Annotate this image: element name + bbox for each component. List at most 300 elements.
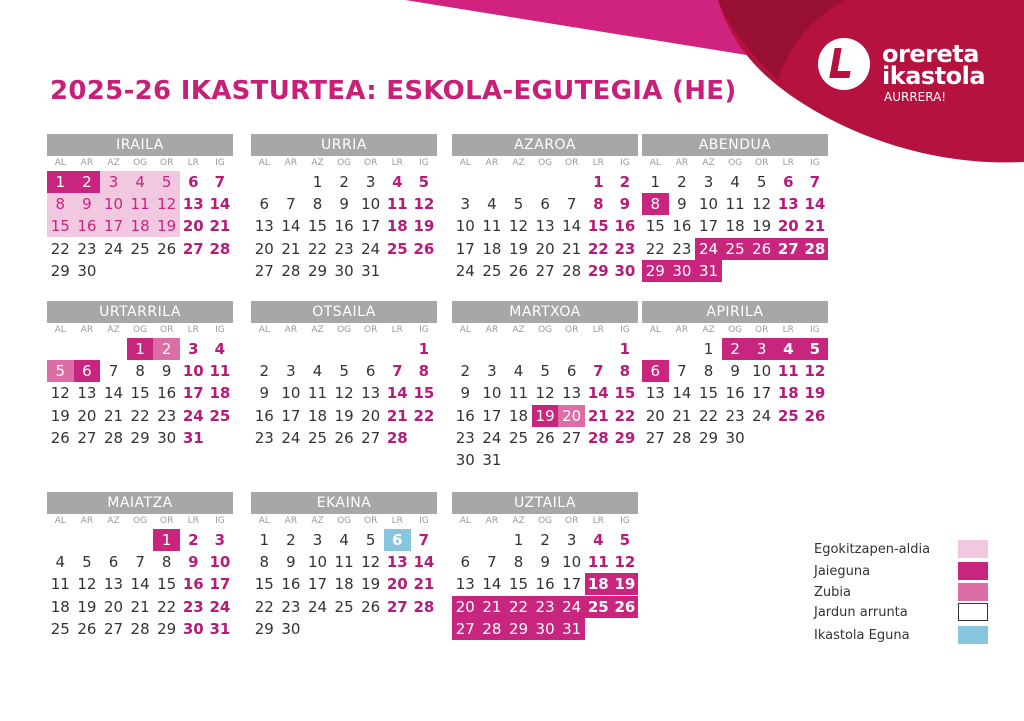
day-cell: 3 <box>460 195 471 214</box>
day-cell: 7 <box>392 362 403 381</box>
day-cell: 18 <box>508 406 529 425</box>
day-cell: 3 <box>188 340 199 358</box>
day-cell: 24 <box>209 597 231 616</box>
day-cell: 4 <box>339 531 349 549</box>
month-header: OTSAILA <box>251 301 437 323</box>
day-cell: 13 <box>254 217 274 236</box>
day-cell: 8 <box>259 553 270 572</box>
day-cell: 13 <box>103 575 124 594</box>
weekday-label: LR <box>187 158 199 168</box>
day-cell: 15 <box>698 384 719 403</box>
day-cell: 16 <box>455 406 475 425</box>
day-cell: 20 <box>103 597 124 616</box>
day-cell: 11 <box>725 195 745 214</box>
day-cell: 1 <box>47 171 74 193</box>
day-cell: 21 <box>672 406 692 425</box>
day-cell: 5 <box>756 173 767 191</box>
day-cell: 8 <box>418 362 430 381</box>
weekday-label: OR <box>364 325 378 335</box>
day-cell: 9 <box>286 553 296 572</box>
weekday-label: AR <box>80 325 94 335</box>
weekday-label: AZ <box>512 158 525 168</box>
legend-label: Zubia <box>814 585 851 600</box>
day-cell: 1 <box>650 173 661 191</box>
day-cell: 1 <box>593 173 604 191</box>
day-cell: 27 <box>535 261 555 280</box>
day-cell: 7 <box>566 195 577 214</box>
day-cell: 13 <box>645 384 665 403</box>
day-cell: 4 <box>312 362 323 381</box>
day-cell: 30 <box>157 428 177 447</box>
day-cell: 12 <box>50 384 70 403</box>
day-cell: 27 <box>775 238 802 260</box>
month-header: AZAROA <box>452 134 638 156</box>
legend-label: Egokitzapen-aldia <box>814 542 931 557</box>
day-cell: 2 <box>286 531 296 549</box>
day-cell: 10 <box>281 384 301 403</box>
weekday-label: AZ <box>311 325 324 335</box>
day-cell: 12 <box>413 195 435 214</box>
day-cell: 20 <box>777 217 799 236</box>
day-cell: 26 <box>77 619 97 638</box>
day-cell: 30 <box>669 260 696 282</box>
day-cell: 11 <box>482 217 502 236</box>
day-cell: 15 <box>587 217 609 236</box>
month-header: ABENDUA <box>642 134 828 156</box>
weekday-label: AL <box>649 325 661 335</box>
month-header: EKAINA <box>251 492 437 514</box>
day-cell: 4 <box>55 553 66 572</box>
day-cell: 13 <box>535 217 555 236</box>
day-cell: 24 <box>281 428 301 447</box>
weekday-label: AL <box>459 325 471 335</box>
weekday-label: AR <box>80 158 94 168</box>
day-cell: 23 <box>614 239 636 258</box>
day-cell: 20 <box>558 405 585 427</box>
day-cell: 16 <box>254 406 274 425</box>
day-cell: 2 <box>677 173 687 191</box>
day-cell: 14 <box>103 384 124 403</box>
weekday-label: OR <box>160 325 174 335</box>
day-cell: 19 <box>153 215 180 237</box>
day-cell: 5 <box>153 171 180 193</box>
weekday-label: AL <box>54 516 66 526</box>
day-cell: 26 <box>361 597 381 616</box>
day-cell: 7 <box>487 553 497 572</box>
day-cell: 4 <box>392 173 403 191</box>
day-cell: 25 <box>508 428 529 447</box>
day-cell: 16 <box>614 217 636 236</box>
month-header: MARTXOA <box>452 301 638 323</box>
day-cell: 8 <box>703 362 714 381</box>
day-cell: 22 <box>130 406 150 425</box>
day-cell: 21 <box>386 406 408 425</box>
day-cell: 29 <box>307 261 328 280</box>
weekday-label: LR <box>187 325 199 335</box>
day-cell: 23 <box>725 406 745 425</box>
day-cell: 17 <box>698 217 719 236</box>
day-cell: 9 <box>161 362 172 381</box>
weekday-label: OG <box>728 158 743 168</box>
day-cell: 27 <box>103 619 124 638</box>
weekday-label: OG <box>538 516 553 526</box>
day-cell: 11 <box>50 575 70 594</box>
weekday-label: LR <box>391 325 403 335</box>
day-cell: 18 <box>585 573 612 595</box>
day-cell: 16 <box>535 575 555 594</box>
weekday-label: OG <box>337 516 352 526</box>
day-cell: 25 <box>50 619 70 638</box>
day-cell: 16 <box>281 575 301 594</box>
day-cell: 6 <box>642 360 669 382</box>
day-cell: 1 <box>513 531 524 549</box>
day-cell: 15 <box>254 575 274 594</box>
day-cell: 11 <box>127 193 154 215</box>
day-cell: 27 <box>361 428 381 447</box>
day-cell: 10 <box>182 362 204 381</box>
day-cell: 12 <box>535 384 555 403</box>
legend-swatch <box>958 603 988 621</box>
logo-text-line1: orereta <box>882 40 979 68</box>
day-cell: 9 <box>259 384 270 403</box>
day-cell: 20 <box>535 239 555 258</box>
day-cell: 20 <box>386 575 408 594</box>
weekday-label: OG <box>133 325 148 335</box>
day-cell: 16 <box>672 217 692 236</box>
day-cell: 24 <box>482 428 502 447</box>
day-cell: 24 <box>695 238 722 260</box>
day-cell: 23 <box>157 406 177 425</box>
day-cell: 18 <box>334 575 354 594</box>
day-cell: 24 <box>752 406 772 425</box>
day-cell: 6 <box>108 553 119 572</box>
day-cell: 8 <box>513 553 524 572</box>
day-cell: 14 <box>386 384 408 403</box>
day-cell: 10 <box>209 553 231 572</box>
day-cell: 18 <box>209 384 231 403</box>
day-cell: 15 <box>130 384 150 403</box>
weekday-label: AR <box>284 325 298 335</box>
weekday-label: AR <box>284 158 298 168</box>
day-cell: 11 <box>587 553 609 572</box>
day-cell: 24 <box>455 261 475 280</box>
day-cell: 31 <box>482 451 502 469</box>
day-cell: 19 <box>804 384 826 403</box>
day-cell: 25 <box>722 238 749 260</box>
day-cell: 7 <box>135 553 145 572</box>
day-cell: 30 <box>725 428 745 447</box>
day-cell: 13 <box>562 384 582 403</box>
day-cell: 26 <box>157 239 177 258</box>
day-cell: 13 <box>455 575 475 594</box>
day-cell: 18 <box>127 215 154 237</box>
day-cell: 30 <box>455 451 475 469</box>
day-cell: 17 <box>307 575 328 594</box>
day-cell: 13 <box>386 553 408 572</box>
day-cell: 2 <box>722 338 749 360</box>
day-cell: 12 <box>508 217 529 236</box>
day-cell: 26 <box>413 239 435 258</box>
day-cell: 14 <box>281 217 301 236</box>
day-cell: 15 <box>614 384 636 403</box>
day-cell: 20 <box>361 406 381 425</box>
day-cell: 1 <box>153 529 180 551</box>
day-cell: 11 <box>334 553 354 572</box>
day-cell: 11 <box>209 362 231 381</box>
weekday-label: OR <box>755 325 769 335</box>
weekday-label: AR <box>485 158 499 168</box>
weekday-label: IG <box>810 325 820 335</box>
day-cell: 24 <box>558 596 585 618</box>
weekday-label: LR <box>592 158 604 168</box>
day-cell: 19 <box>508 239 529 258</box>
day-cell: 1 <box>418 340 430 358</box>
day-cell: 24 <box>182 406 204 425</box>
day-cell: 14 <box>804 195 826 214</box>
day-cell: 10 <box>752 362 772 381</box>
day-cell: 16 <box>725 384 745 403</box>
day-cell: 5 <box>365 531 376 549</box>
weekday-label: OG <box>337 325 352 335</box>
weekday-label: LR <box>782 158 794 168</box>
day-cell: 12 <box>804 362 826 381</box>
weekday-label: LR <box>782 325 794 335</box>
weekday-label: IG <box>419 516 429 526</box>
day-cell: 21 <box>209 217 231 236</box>
weekday-label: AL <box>258 325 270 335</box>
day-cell: 29 <box>642 260 669 282</box>
day-cell: 23 <box>672 239 692 258</box>
day-cell: 21 <box>130 597 150 616</box>
weekday-label: AR <box>675 158 689 168</box>
day-cell: 17 <box>281 406 301 425</box>
day-cell: 9 <box>619 195 631 214</box>
day-cell: 17 <box>482 406 502 425</box>
day-cell: 28 <box>672 428 692 447</box>
weekday-label: LR <box>592 516 604 526</box>
day-cell: 14 <box>209 195 231 214</box>
day-cell: 3 <box>286 362 296 381</box>
weekday-label: LR <box>187 516 199 526</box>
day-cell: 9 <box>188 553 199 572</box>
day-cell: 16 <box>74 215 101 237</box>
month-header: URRIA <box>251 134 437 156</box>
day-cell: 9 <box>74 193 101 215</box>
day-cell: 20 <box>452 596 479 618</box>
weekday-label: AZ <box>311 516 324 526</box>
day-cell: 19 <box>361 575 381 594</box>
day-cell: 3 <box>748 338 775 360</box>
day-cell: 20 <box>182 217 204 236</box>
day-cell: 24 <box>103 239 124 258</box>
day-cell: 13 <box>182 195 204 214</box>
weekday-label: AL <box>258 516 270 526</box>
day-cell: 8 <box>161 553 172 572</box>
day-cell: 6 <box>566 362 577 381</box>
month-header: IRAILA <box>47 134 233 156</box>
day-cell: 8 <box>135 362 145 381</box>
day-cell: 17 <box>209 575 231 594</box>
weekday-label: AZ <box>311 158 324 168</box>
day-cell: 26 <box>535 428 555 447</box>
day-cell: 17 <box>455 239 475 258</box>
day-cell: 12 <box>361 553 381 572</box>
weekday-label: OR <box>565 158 579 168</box>
day-cell: 27 <box>254 261 274 280</box>
day-cell: 6 <box>783 173 794 191</box>
day-cell: 4 <box>730 173 740 191</box>
weekday-label: IG <box>620 325 630 335</box>
day-cell: 28 <box>386 428 408 447</box>
day-cell: 5 <box>540 362 550 381</box>
day-cell: 12 <box>614 553 636 572</box>
day-cell: 3 <box>703 173 714 191</box>
day-cell: 3 <box>566 531 577 549</box>
day-cell: 28 <box>103 428 124 447</box>
day-cell: 2 <box>153 338 180 360</box>
legend-item-bridge <box>812 583 992 603</box>
day-cell: 8 <box>642 193 669 215</box>
day-cell: 18 <box>777 384 799 403</box>
day-cell: 21 <box>562 239 582 258</box>
day-cell: 14 <box>130 575 150 594</box>
weekday-label: AZ <box>107 158 120 168</box>
day-cell: 28 <box>209 239 231 258</box>
day-cell: 11 <box>386 195 408 214</box>
day-cell: 11 <box>508 384 529 403</box>
weekday-label: OR <box>565 325 579 335</box>
day-cell: 19 <box>612 573 639 595</box>
day-cell: 16 <box>334 217 354 236</box>
day-cell: 6 <box>74 360 101 382</box>
day-cell: 14 <box>587 384 609 403</box>
weekday-label: LR <box>391 158 403 168</box>
day-cell: 5 <box>339 362 349 381</box>
day-cell: 18 <box>482 239 502 258</box>
day-cell: 5 <box>619 531 631 549</box>
day-cell: 4 <box>487 195 497 214</box>
day-cell: 31 <box>182 428 204 447</box>
day-cell: 19 <box>50 406 70 425</box>
day-cell: 22 <box>157 597 177 616</box>
legend-item-ikastola-day <box>812 626 992 646</box>
weekday-label: AR <box>485 516 499 526</box>
weekday-label: LR <box>592 325 604 335</box>
page-title: 2025-26 IKASTURTEA: ESKOLA-EGUTEGIA (HE) <box>50 76 737 106</box>
day-cell: 1 <box>703 340 714 358</box>
day-cell: 12 <box>153 193 180 215</box>
day-cell: 21 <box>281 239 301 258</box>
day-cell: 7 <box>214 173 226 191</box>
day-cell: 26 <box>508 261 529 280</box>
weekday-label: AZ <box>702 325 715 335</box>
day-cell: 22 <box>307 239 328 258</box>
day-cell: 3 <box>214 531 226 549</box>
legend-label: Jardun arrunta <box>814 605 908 620</box>
weekday-label: AZ <box>107 516 120 526</box>
day-cell: 17 <box>100 215 127 237</box>
day-cell: 4 <box>214 340 226 358</box>
day-cell: 28 <box>587 428 609 447</box>
weekday-label: LR <box>391 516 403 526</box>
day-cell: 29 <box>698 428 719 447</box>
weekday-label: OR <box>565 516 579 526</box>
day-cell: 17 <box>752 384 772 403</box>
day-cell: 6 <box>460 553 471 572</box>
day-cell: 9 <box>339 195 349 214</box>
day-cell: 1 <box>619 340 631 358</box>
day-cell: 15 <box>645 217 665 236</box>
day-cell: 4 <box>127 171 154 193</box>
day-cell: 9 <box>540 553 550 572</box>
weekday-label: IG <box>215 158 225 168</box>
day-cell: 8 <box>312 195 323 214</box>
day-cell: 17 <box>562 575 582 594</box>
day-cell: 29 <box>50 261 70 280</box>
weekday-label: AZ <box>702 158 715 168</box>
weekday-label: IG <box>810 158 820 168</box>
day-cell: 29 <box>614 428 636 447</box>
day-cell: 26 <box>804 406 826 425</box>
day-cell: 11 <box>777 362 799 381</box>
day-cell: 4 <box>593 531 604 549</box>
day-cell: 23 <box>334 239 354 258</box>
day-cell: 10 <box>562 553 582 572</box>
day-cell: 27 <box>77 428 97 447</box>
day-cell: 24 <box>361 239 381 258</box>
day-cell: 5 <box>513 195 524 214</box>
day-cell: 27 <box>452 618 479 640</box>
day-cell: 2 <box>74 171 101 193</box>
month-header: MAIATZA <box>47 492 233 514</box>
day-cell: 2 <box>619 173 631 191</box>
day-cell: 1 <box>127 338 154 360</box>
legend-swatch <box>958 626 988 644</box>
day-cell: 21 <box>587 406 609 425</box>
day-cell: 29 <box>254 619 274 638</box>
weekday-label: AR <box>80 516 94 526</box>
day-cell: 30 <box>334 261 354 280</box>
weekday-label: AL <box>459 516 471 526</box>
weekday-label: OR <box>364 516 378 526</box>
day-cell: 14 <box>672 384 692 403</box>
day-cell: 28 <box>281 261 301 280</box>
day-cell: 26 <box>50 428 70 447</box>
day-cell: 8 <box>47 193 74 215</box>
day-cell: 19 <box>77 597 97 616</box>
day-cell: 18 <box>386 217 408 236</box>
day-cell: 16 <box>157 384 177 403</box>
day-cell: 12 <box>752 195 772 214</box>
day-cell: 28 <box>479 618 506 640</box>
weekday-label: AL <box>54 325 66 335</box>
day-cell: 20 <box>645 406 665 425</box>
day-cell: 23 <box>532 596 559 618</box>
weekday-label: OG <box>538 158 553 168</box>
day-cell: 19 <box>532 405 559 427</box>
logo-slogan: AURRERA! <box>884 90 947 104</box>
day-cell: 9 <box>677 195 687 214</box>
weekday-label: AR <box>485 325 499 335</box>
day-cell: 7 <box>677 362 687 381</box>
weekday-label: OR <box>160 516 174 526</box>
day-cell: 14 <box>413 553 435 572</box>
day-cell: 9 <box>730 362 740 381</box>
day-cell: 7 <box>286 195 296 214</box>
day-cell: 5 <box>47 360 74 382</box>
day-cell: 25 <box>334 597 354 616</box>
day-cell: 21 <box>804 217 826 236</box>
